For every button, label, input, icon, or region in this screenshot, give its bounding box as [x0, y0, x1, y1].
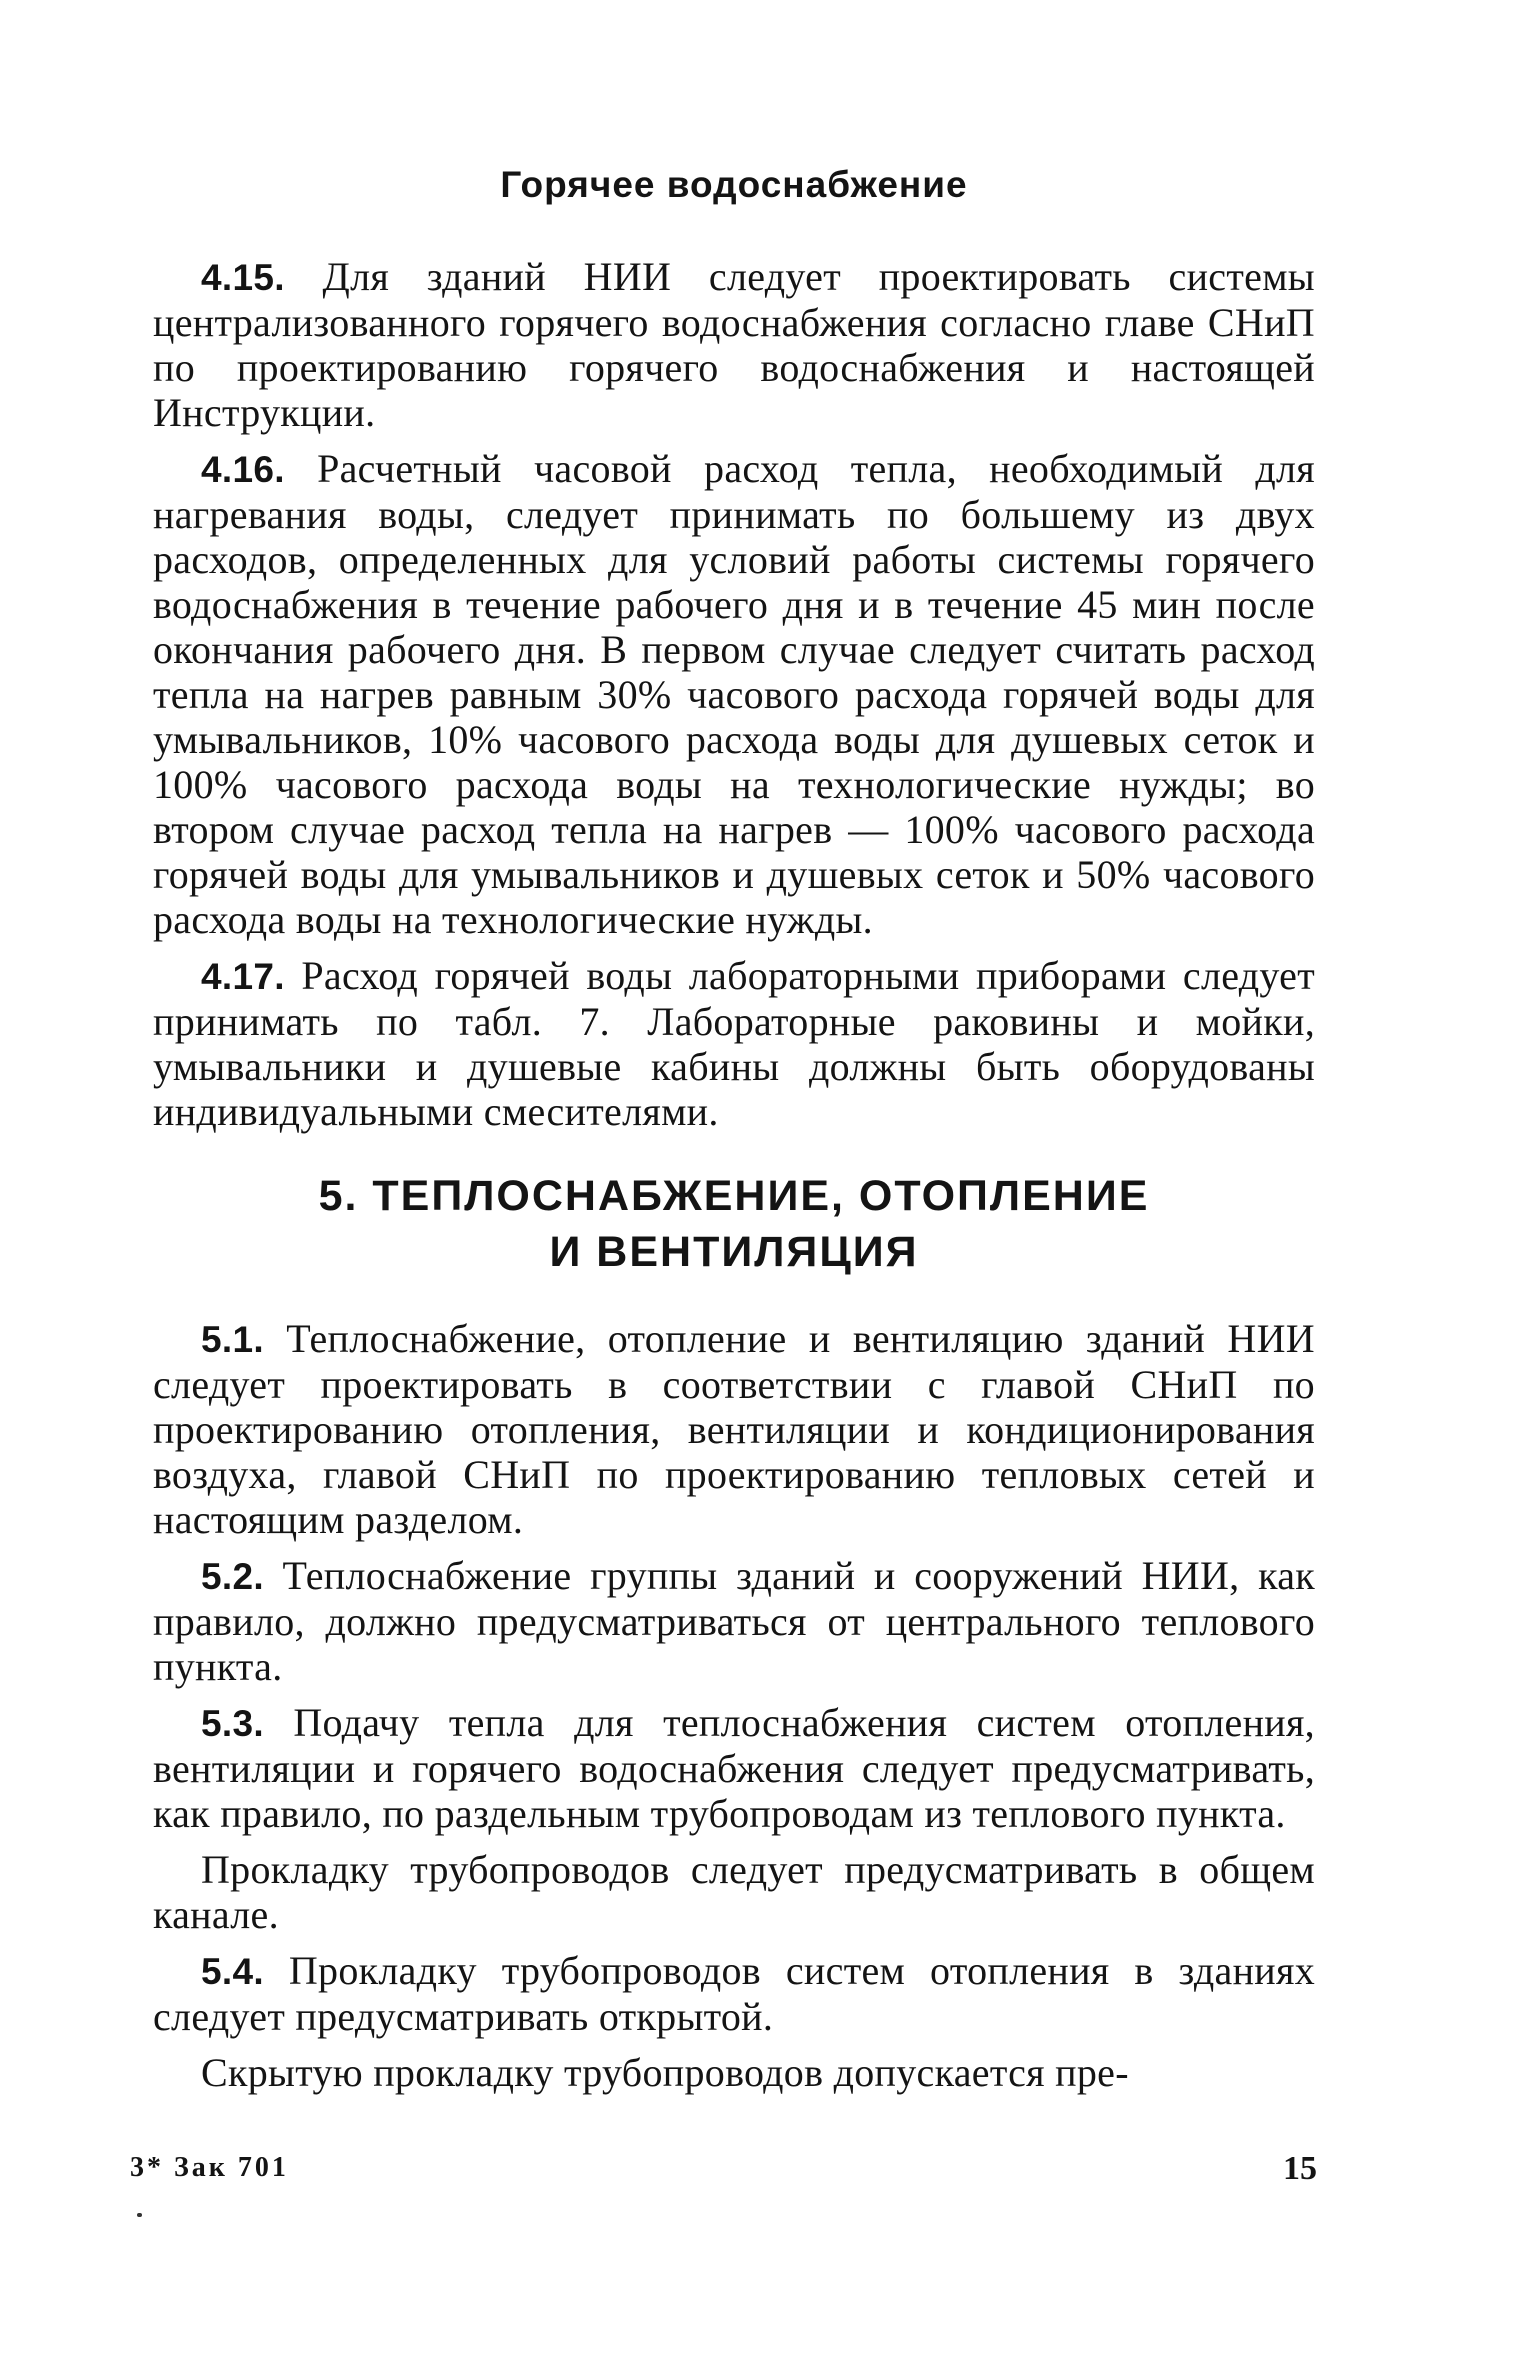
- footer-print-mark: 3* Зак 701: [130, 2152, 289, 2183]
- paragraph: [153, 1553, 1315, 1689]
- page-body: [153, 165, 1315, 2106]
- paragraphs-part1: [153, 254, 1315, 1134]
- paragraph-text: Расход горячей воды лабораторными приборами следует принимать по табл. 7. Лабораторные раковины и мойки, умывальники и душевые кабины должны быть оборудованы индивидуальными смесителями.: [153, 952, 1315, 1134]
- paragraph-text: Для зданий НИИ следует проектировать системы централизованного горячего водоснабжения согласно главе СНиП по проектированию горячего водоснабжения и настоящей Инструкции.: [153, 253, 1315, 435]
- paragraph: [153, 1700, 1315, 1836]
- section-title: [153, 1168, 1315, 1280]
- paragraph: [153, 1948, 1315, 2039]
- paragraph-number: 5.4.: [201, 1950, 264, 1992]
- paragraph: [153, 1847, 1315, 1937]
- paragraph-number: 5.1.: [201, 1318, 264, 1360]
- paragraph-text: Прокладку трубопроводов следует предусматривать в общем канале.: [153, 1846, 1315, 1937]
- page-number: 15: [1283, 2150, 1317, 2187]
- paragraph-text: Теплоснабжение группы зданий и сооружений НИИ, как правило, должно предусматриваться от центрального теплового пункта.: [153, 1552, 1315, 1689]
- paragraph-number: 5.2.: [201, 1555, 264, 1597]
- paragraph-number: 4.16.: [201, 448, 285, 490]
- paragraph-text: Подачу тепла для теплоснабжения систем отопления, вентиляции и горячего водоснабжения следует предусматривать, как правило, по раздельным трубопроводам из теплового пункта.: [153, 1699, 1315, 1836]
- paragraph: [153, 1316, 1315, 1542]
- paragraph-number: 4.17.: [201, 955, 285, 997]
- paragraph: [153, 2050, 1315, 2095]
- subsection-title: Горячее водоснабжение: [500, 164, 968, 205]
- paragraph: [153, 254, 1315, 435]
- paragraph-text: Прокладку трубопроводов систем отопления в зданиях следует предусматривать открытой.: [153, 1947, 1316, 2039]
- paragraph-text: Расчетный часовой расход тепла, необходимый для нагревания воды, следует принимать по большему из двух расходов, определенных для условий работы системы горячего водоснабжения в течение рабочего дня и в течение 45 мин после окончания рабочего дня. В первом случае следует считать расход тепла на нагрев равным 30% часового расхода горячей воды для умывальников, 10% часового расхода воды для душевых сеток и 100% часового расхода воды на технологические нужды; во втором случае расход тепла на нагрев — 100% часового расхода горячей воды для умывальников и душевых сеток и 50% часового расхода воды на технологические нужды.: [153, 445, 1315, 942]
- print-speck: [137, 2213, 142, 2217]
- paragraph-text: Теплоснабжение, отопление и вентиляцию зданий НИИ следует проектировать в соответствии с главой СНиП по проектированию отопления, вентиляции и кондиционирования воздуха, главой СНиП по проектированию тепловых сетей и настоящим разделом.: [153, 1315, 1315, 1542]
- paragraphs-part2: [153, 1316, 1315, 2095]
- paragraph-number: 4.15.: [201, 256, 285, 298]
- section-title-line2: И ВЕНТИЛЯЦИЯ: [549, 1227, 919, 1276]
- section-title-line1: 5. ТЕПЛОСНАБЖЕНИЕ, ОТОПЛЕНИЕ: [318, 1171, 1150, 1220]
- paragraph: [153, 446, 1315, 942]
- paragraph: [153, 953, 1315, 1134]
- paragraph-text: Скрытую прокладку трубопроводов допускается пре-: [201, 2049, 1129, 2095]
- paragraph-number: 5.3.: [201, 1702, 264, 1744]
